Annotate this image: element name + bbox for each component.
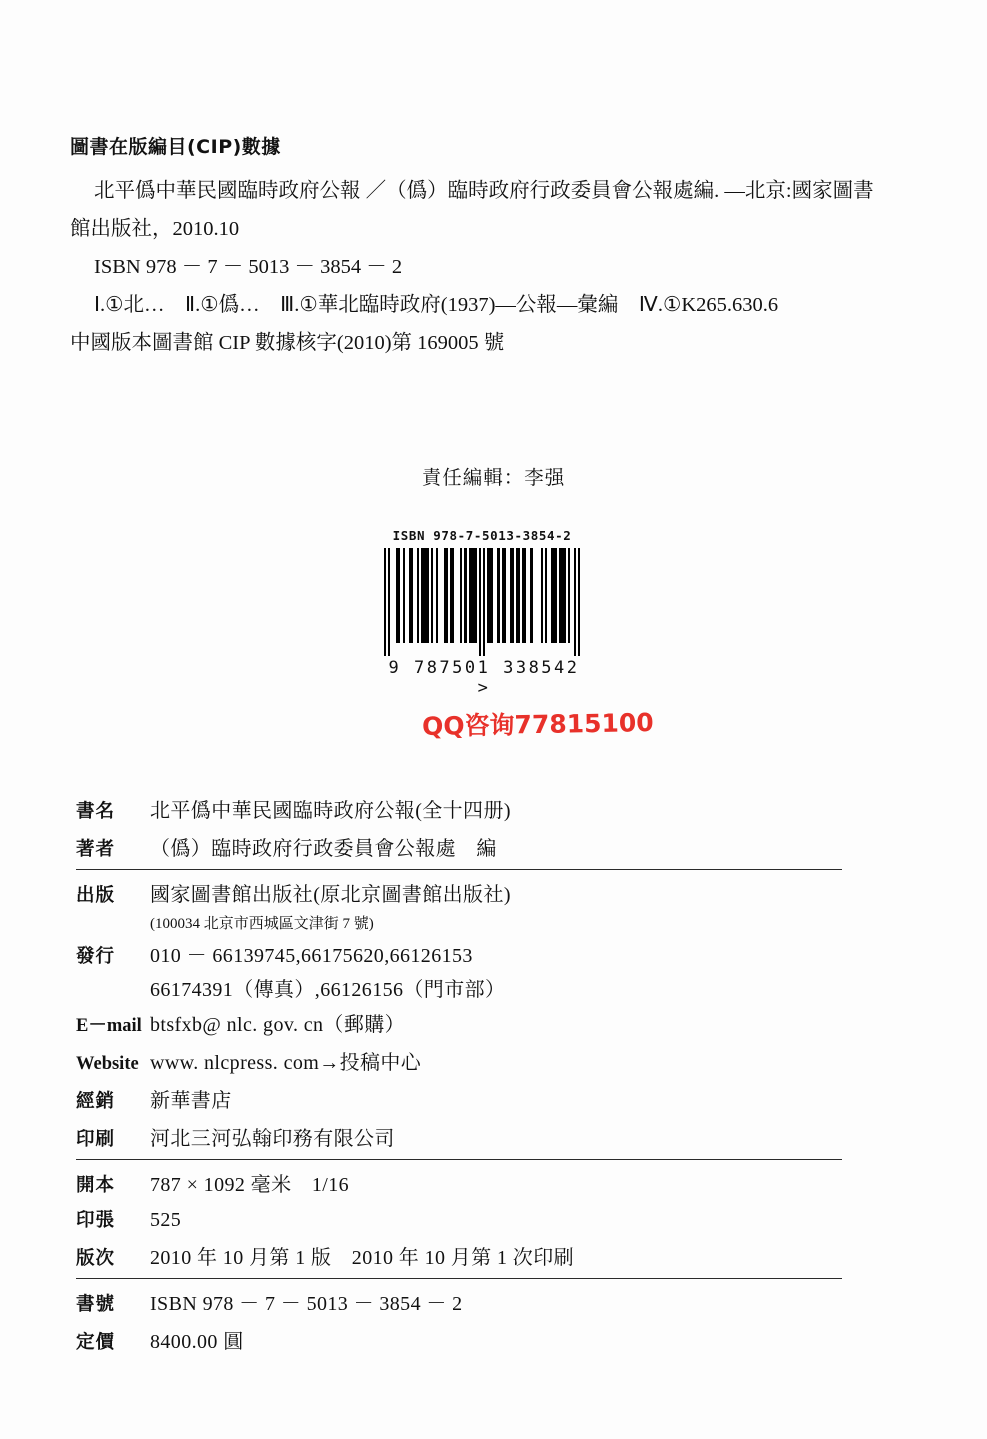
label-edition: 版次 (76, 1248, 116, 1269)
colophon-row-edition (76, 1237, 842, 1275)
cip-block (70, 132, 900, 363)
colophon-row-email (76, 1004, 842, 1042)
divider-2 (76, 1159, 842, 1160)
colophon-row-distribution (76, 935, 842, 973)
label-book-title: 書名 (76, 801, 116, 822)
colophon-row-website (76, 1042, 842, 1080)
colophon-row-publisher (76, 874, 842, 912)
colophon-row-format (76, 1164, 842, 1202)
value-edition: 2010 年 10 月第 1 版 2010 年 10 月第 1 次印刷 (150, 1247, 574, 1269)
value-isbn: ISBN 978 － 7 － 5013 － 3854 － 2 (150, 1293, 463, 1315)
qq-watermark: QQ咨询77815100 (421, 707, 654, 742)
colophon-row-sheets (76, 1202, 842, 1237)
label-format: 開本 (76, 1175, 116, 1196)
value-distribution-fax: 66174391（傳真）,66126156（門市部） (150, 979, 506, 1001)
colophon-row-isbn (76, 1283, 842, 1321)
label-price: 定價 (76, 1332, 116, 1353)
barcode-isbn-text: ISBN 978-7-5013-3854-2 (392, 528, 572, 543)
label-publisher: 出版 (76, 885, 116, 906)
label-distribution: 發行 (76, 946, 116, 967)
label-author: 著者 (76, 839, 116, 860)
value-book-title: 北平僞中華民國臨時政府公報(全十四册) (150, 800, 511, 822)
cip-line-4: Ⅰ.①北… Ⅱ.①僞… Ⅲ.①華北臨時政府(1937)—公報—彙編 Ⅳ.①K265.630.6 (94, 293, 779, 316)
colophon-table (76, 790, 842, 1359)
value-website: www. nlcpress. com→投稿中心 (150, 1052, 422, 1074)
barcode-digits: 9 787501 338542 > (388, 658, 580, 698)
value-sales: 新華書店 (150, 1090, 232, 1112)
label-isbn: 書號 (76, 1294, 116, 1315)
value-format: 787 × 1092 毫米 1/16 (150, 1174, 350, 1196)
value-publisher: 國家圖書館出版社(原北京圖書館出版社) (150, 884, 511, 906)
barcode-bars (384, 548, 580, 656)
colophon-row-title (76, 790, 842, 828)
value-email: btsfxb@ nlc. gov. cn（郵購） (150, 1014, 406, 1036)
isbn-barcode (382, 528, 582, 698)
cip-line-3: ISBN 978 － 7 － 5013 － 3854 － 2 (94, 255, 403, 278)
divider-3 (76, 1278, 842, 1279)
editor-credit: 責任編輯：李强 (421, 468, 566, 489)
label-sheets: 印張 (76, 1210, 116, 1231)
colophon-row-distribution-extra (76, 973, 842, 1004)
label-website: Website (76, 1054, 139, 1074)
value-distribution-phones: 010 － 66139745,66175620,66126153 (150, 945, 473, 967)
colophon-row-price (76, 1321, 842, 1359)
value-author: （僞）臨時政府行政委員會公報處 編 (150, 838, 497, 860)
label-printer: 印刷 (76, 1129, 116, 1150)
colophon-row-author (76, 828, 842, 866)
label-email: E－mail (76, 1016, 142, 1036)
colophon-row-printer (76, 1118, 842, 1156)
cip-line-1: 北平僞中華民國臨時政府公報 ／（僞）臨時政府行政委員會公報處編. —北京:國家圖書 (94, 180, 874, 202)
value-address: (100034 北京市西城區文津街 7 號) (150, 916, 374, 932)
cip-line-2: 館出版社，2010.10 (70, 217, 240, 240)
colophon-row-sales (76, 1080, 842, 1118)
value-price: 8400.00 圓 (150, 1331, 244, 1353)
cip-line-5: 中國版本圖書館 CIP 數據核字(2010)第 169005 號 (70, 331, 505, 354)
value-printer: 河北三河弘翰印務有限公司 (150, 1128, 395, 1150)
colophon-row-address (76, 912, 842, 935)
label-sales: 經銷 (76, 1091, 116, 1112)
value-sheets: 525 (150, 1209, 182, 1231)
cip-heading: 圖書在版編目(CIP)數據 (70, 136, 281, 158)
divider-1 (76, 869, 842, 870)
